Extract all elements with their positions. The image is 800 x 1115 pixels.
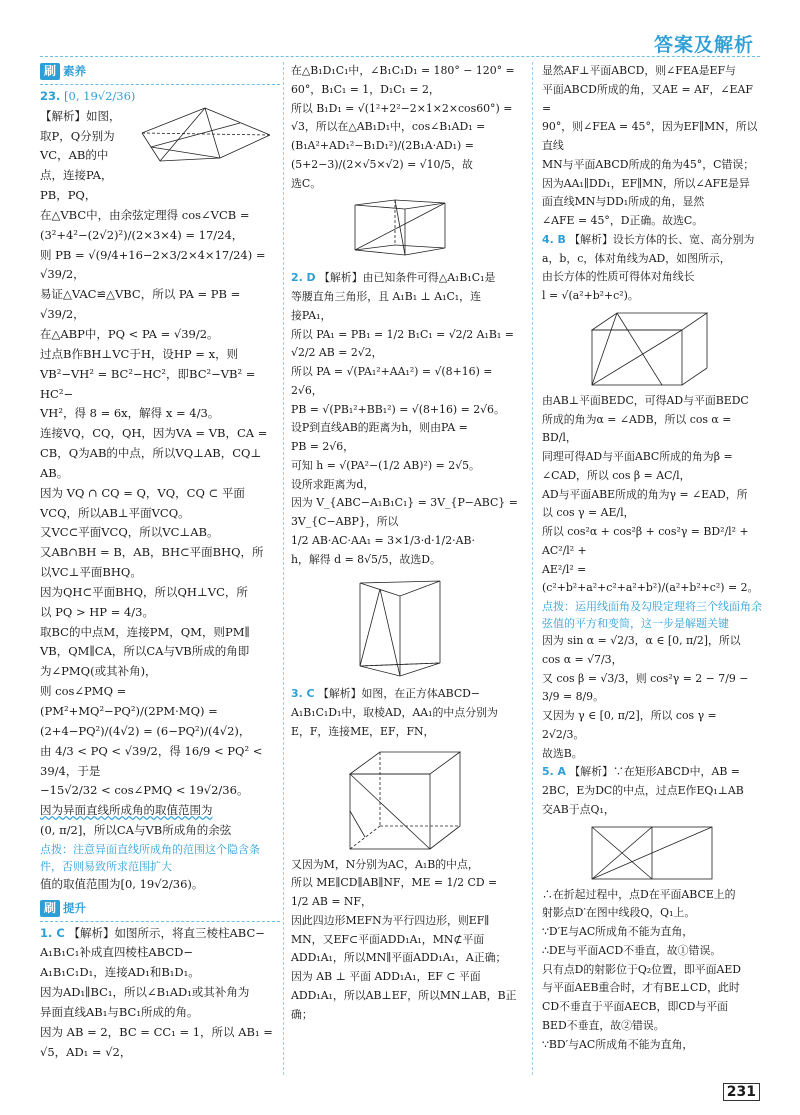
solution-line: ADD₁A₁，所以MN∥平面ADD₁A₁，A正确；	[291, 951, 507, 965]
solution-line: ∴DE与平面ACD不垂直，故①错误。	[542, 943, 722, 957]
solution-line: 又因为M，N分别为AC，A₁B的中点，	[291, 857, 479, 871]
solution-line: 取BC的中点M，连接PM，QM，则PM∥	[40, 624, 250, 639]
solution-line: 2BC，E为DC的中点，过点E作EQ₁⊥AB	[542, 784, 744, 797]
solution-line: 值的取值范围为[0, 19√2/36)。	[40, 876, 204, 891]
section-tag: 刷	[40, 900, 60, 917]
solution-line: 易证△VAC≌△VBC，所以 PA = PB = √39/2，	[40, 287, 241, 322]
header-title: 答案及解析	[653, 34, 754, 56]
q1-solution	[40, 924, 280, 1063]
solution-line: 因为 V_{ABC−A₁B₁C₁} = 3V_{P−ABC} = 3V_{C−ABP}，所以	[291, 496, 518, 528]
solution-line: 为∠PMQ(或其补角)，	[40, 664, 157, 679]
solution-line: 只有点D的射影位于Q₂位置，即平面AED	[542, 962, 742, 976]
solution-text: 【解析】设长方体的长、宽、高分别为	[569, 232, 755, 246]
question-answer: [0, 19√2/36)	[64, 88, 136, 103]
solution-line: 90°，则∠FEA = 45°，因为EF∥MN，所以直线	[542, 120, 758, 152]
solution-line: AB。	[40, 465, 69, 480]
question-number: 23.	[40, 88, 61, 103]
solution-text: 【解析】如图，在正方体ABCD−	[317, 687, 481, 701]
solution-line: 因为 sin α = √2/3，α ∈ [0, π/2]，所以	[542, 634, 741, 647]
prism-figure	[335, 195, 475, 267]
solution-line: E，F，连接ME，EF，FN，	[291, 724, 435, 738]
solution-line: 所以 ME∥CD∥AB∥NF，ME = 1/2 CD =	[291, 876, 498, 890]
page-number: 231	[723, 1083, 760, 1101]
solution-line: 1/2 AB = NF，	[291, 895, 372, 908]
solution-line: 所以 B₁D₁ = √(1²+2²−2×1×2×cos60°) =	[291, 101, 513, 115]
solution-line: 与平面AEB重合时，才有BE⊥CD，此时	[542, 981, 740, 995]
solution-line: 设所求距离为d，	[291, 477, 375, 491]
solution-line: 过点B作BH⊥VC于H，设HP = x，则	[40, 346, 239, 361]
solution-line: 因为异面直线所成角的取值范围为	[40, 803, 213, 818]
solution-line	[40, 924, 280, 944]
solution-line: VCQ，所以AB⊥平面VCQ。	[40, 505, 190, 520]
cuboid-figure	[582, 308, 722, 390]
solution-line: 以VC⊥平面BHQ。	[40, 565, 142, 580]
solution-line: MN与平面ABCD所成的角为45°，C错误；	[542, 157, 755, 171]
solution-text: 【解析】如图所示，将直三棱柱ABC−	[68, 925, 265, 940]
solution-line: AE²/l² = (c²+b²+a²+c²+a²+b²)/(a²+b²+c²) = 2。	[542, 562, 759, 595]
solution-line: 则 PB = √(9/4+16−2×3/2×4×17/24) = √39/2，	[40, 247, 266, 282]
question-number: 5. A	[542, 765, 566, 779]
solution-line: 在△VBC中，由余弦定理得 cos∠VCB =	[40, 207, 250, 222]
solution-line: (0, π/2]，所以CA与VB所成角的余弦	[40, 823, 232, 838]
solution-line: AD与平面ABE所成的角为γ = ∠EAD，所	[542, 487, 748, 501]
solution-line: 连接VQ，CQ，QH，因为VA = VB，CA =	[40, 426, 268, 441]
tip-note: 点拨：运用线面角及勾股定理将三个线面角余弦值的平方和变简，这一步是解题关键	[542, 600, 762, 630]
solution-line: 在△B₁D₁C₁中，∠B₁C₁D₁ = 180° − 120° =	[291, 64, 515, 77]
q23-solution	[40, 107, 280, 895]
solution-line: 因为QH⊂平面BHQ，所以QH⊥VC，所	[40, 584, 248, 599]
solution-text: 【解析】由已知条件可得△A₁B₁C₁是	[319, 271, 496, 285]
solution-line: 同理可得AD与平面ABC所成的角为β =	[542, 450, 733, 463]
solution-line: √5，AD₁ = √2，	[40, 1044, 132, 1059]
solution-line: l = √(a²+b²+c²)。	[542, 289, 639, 302]
question-number: 2. D	[291, 271, 316, 285]
solution-line: √3，所以在△AB₁D₁中，cos∠B₁AD₁ =	[291, 120, 486, 134]
solution-line: 所以 PA₁ = PB₁ = 1/2 B₁C₁ = √2/2 A₁B₁ =	[291, 327, 514, 341]
solution-line	[291, 269, 519, 288]
solution-line: ∴在折起过程中，点D在平面ABCE上的	[542, 887, 736, 901]
question-number: 3. C	[291, 687, 315, 701]
solution-line: 由长方体的性质可得体对角线长	[542, 270, 695, 284]
solution-line: PB = 2√6，	[291, 440, 355, 453]
solution-line: VB²−VH² = BC²−HC²，即BC²−VB² = HC²−	[40, 366, 256, 401]
rectangle-figure	[582, 822, 722, 884]
column-2	[291, 62, 519, 1024]
solution-line: 因为 AB ⊥ 平面 ADD₁A₁，EF ⊂ 平面	[291, 970, 481, 983]
solution-line: 因为AA₁∥DD₁，EF∥MN，所以∠AFE是异	[542, 176, 750, 190]
solution-line: VH²，得 8 = 6x，解得 x = 4/3。	[40, 406, 220, 421]
section-label: 素养	[63, 64, 87, 78]
triangular-prism-figure	[345, 571, 465, 683]
solution-line: 所以 cos²α + cos²β + cos²γ = BD²/l² + AC²/l² +	[542, 525, 749, 557]
solution-line: ∠CAD，所以 cos β = AC/l，	[542, 468, 691, 482]
solution-line: 射影点D′在图中线段Q，Q₁上。	[542, 906, 696, 920]
solution-line: 又AB∩BH = B，AB，BH⊂平面BHQ，所	[40, 545, 264, 560]
solution-line: ∵D′E与AC所成角不能为直角，	[542, 925, 694, 938]
solution-line: PB = √(PB₁²+BB₁²) = √(8+16) = 2√6。	[291, 402, 505, 416]
page-header	[0, 0, 800, 60]
solution-line: 60°，B₁C₁ = 1，D₁C₁ = 2，	[291, 82, 440, 96]
solution-line: 因为AD₁∥BC₁，所以∠B₁AD₁或其补角为	[40, 985, 250, 1000]
solution-line: −15√2/32 < cos∠PMQ < 19√2/36。	[40, 783, 249, 798]
tip-note: 点拨：注意异面直线所成角的范围这个隐含条件，否则易致所求范围扩大	[40, 842, 260, 873]
solution-line: 设P到直线AB的距离为h，则由PA =	[291, 421, 468, 435]
solution-line: 所以 PA = √(PA₁²+AA₁²) = √(8+16) = 2√6，	[291, 365, 493, 397]
solution-line: 等腰直角三角形，且 A₁B₁ ⊥ A₁C₁，连	[291, 290, 481, 303]
section-heading-tisheng	[40, 899, 280, 919]
solution-line: 可知 h = √(PA²−(1/2 AB)²) = 2√5。	[291, 458, 480, 472]
solution-line: 因此四边形MEFN为平行四边形，则EF∥	[291, 913, 490, 927]
section-divider	[40, 84, 280, 85]
solution-line: (B₁A²+AD₁²−B₁D₁²)/(2B₁A·AD₁) = (5+2−3)/(2×√5×√2) = √10/5，故	[291, 139, 474, 171]
solution-line: 交AB于点Q₁，	[542, 802, 615, 816]
solution-line: 显然AF⊥平面ABCD，则∠FEA是EF与	[542, 64, 736, 77]
section-tag: 刷	[40, 63, 60, 80]
solution-line: 异面直线AB₁与BC₁所成的角。	[40, 1004, 199, 1019]
solution-line: BED不垂直，故②错误。	[542, 1018, 665, 1032]
solution-line	[542, 763, 762, 782]
solution-line: √2/2 AB = 2√2，	[291, 346, 383, 360]
solution-line: 平面ABCD所成的角，又AE = AF，∠EAF =	[542, 82, 753, 115]
solution-line: MN，又EF⊂平面ADD₁A₁，MN⊄平面	[291, 932, 485, 946]
solution-line: (2+4−PQ²)/(4√2) = (6−PQ²)/(4√2)，	[40, 723, 251, 738]
solution-line: 因为 VQ ∩ CQ = Q，VQ，CQ ⊂ 平面	[40, 485, 245, 500]
column-divider	[283, 62, 284, 1075]
solution-line: CB，Q为AB的中点，所以VQ⊥AB，CQ⊥	[40, 446, 262, 461]
solution-line: ∵BD′与AC所成角不能为直角，	[542, 1037, 694, 1051]
solution-line: 选C。	[291, 176, 322, 190]
solution-line: a，b，c，体对角线为AD，如图所示，	[542, 251, 731, 265]
solution-line: 【解析】如图，取P，Q分别为VC，AB的中点，连接PA，PB，PQ，	[40, 108, 121, 203]
solution-line: CD不垂直于平面AECB，即CD与平面	[542, 1000, 729, 1013]
solution-line: 又因为 γ ∈ [0, π/2]，所以 cos γ = 2√2/3。	[542, 709, 717, 741]
solution-line: 故选B。	[542, 746, 583, 760]
solution-line: cos α = √7/3，	[542, 652, 623, 666]
solution-line: 面直线MN与DD₁所成的角，显然	[542, 195, 705, 209]
solution-line: 所成的角为α = ∠ADB，所以 cos α = BD/l，	[542, 412, 732, 445]
solution-line: 因为 AB = 2，BC = CC₁ = 1，所以 AB₁ =	[40, 1024, 273, 1039]
question-number: 1. C	[40, 925, 65, 940]
solution-text: 【解析】∵在矩形ABCD中，AB =	[569, 765, 740, 779]
solution-line: 在△ABP中，PQ < PA = √39/2。	[40, 326, 219, 341]
solution-line: 以 PQ > HP = 4/3。	[40, 604, 154, 619]
solution-line: 以 cos γ = AE/l，	[542, 506, 635, 520]
solution-line: A₁B₁C₁补成直四棱柱ABCD−	[40, 945, 194, 960]
solution-line: (3²+4²−(2√2)²)/(2×3×4) = 17/24，	[40, 227, 244, 242]
solution-line: VB，QM∥CA，所以CA与VB所成的角即	[40, 644, 250, 659]
solution-line: 则 cos∠PMQ = (PM²+MQ²−PQ²)/(2PM·MQ) =	[40, 684, 218, 718]
question-number: 4. B	[542, 232, 566, 246]
solution-line: 由 4/3 < PQ < √39/2，得 16/9 < PQ² < 39/4，于是	[40, 743, 263, 778]
section-heading-suyang	[40, 62, 280, 82]
section-label: 提升	[63, 900, 87, 915]
solution-line: ∠AFE = 45°，D正确。故选C。	[542, 214, 704, 227]
solution-line: 由AB⊥平面BEDC，可得AD与平面BEDC	[542, 393, 749, 407]
cube-figure	[340, 744, 470, 854]
solution-line: 又VC⊂平面VCQ，所以VC⊥AB。	[40, 525, 219, 540]
pyramid-figure	[130, 103, 280, 173]
solution-line: ADD₁A₁，所以AB⊥EF，所以MN⊥AB，B正确；	[291, 988, 517, 1021]
solution-line: A₁B₁C₁D₁中，取棱AD，AA₁的中点分别为	[291, 706, 498, 719]
solution-line: 1/2 AB·AC·AA₁ = 3×1/3·d·1/2·AB·	[291, 533, 475, 547]
solution-line: h，解得 d = 8√5/5，故选D。	[291, 552, 441, 566]
solution-line: 接PA₁，	[291, 308, 332, 322]
solution-line	[291, 685, 519, 704]
solution-line	[542, 231, 762, 250]
column-1	[40, 62, 280, 1063]
solution-line: A₁B₁C₁D₁，连接AD₁和B₁D₁。	[40, 965, 200, 980]
solution-line: 又 cos β = √3/3，则 cos²γ = 2 − 7/9 − 3/9 = 8/9。	[542, 671, 749, 704]
section-divider	[40, 921, 280, 922]
column-3	[542, 62, 762, 1054]
header-divider	[40, 56, 760, 57]
column-divider	[532, 62, 533, 1075]
